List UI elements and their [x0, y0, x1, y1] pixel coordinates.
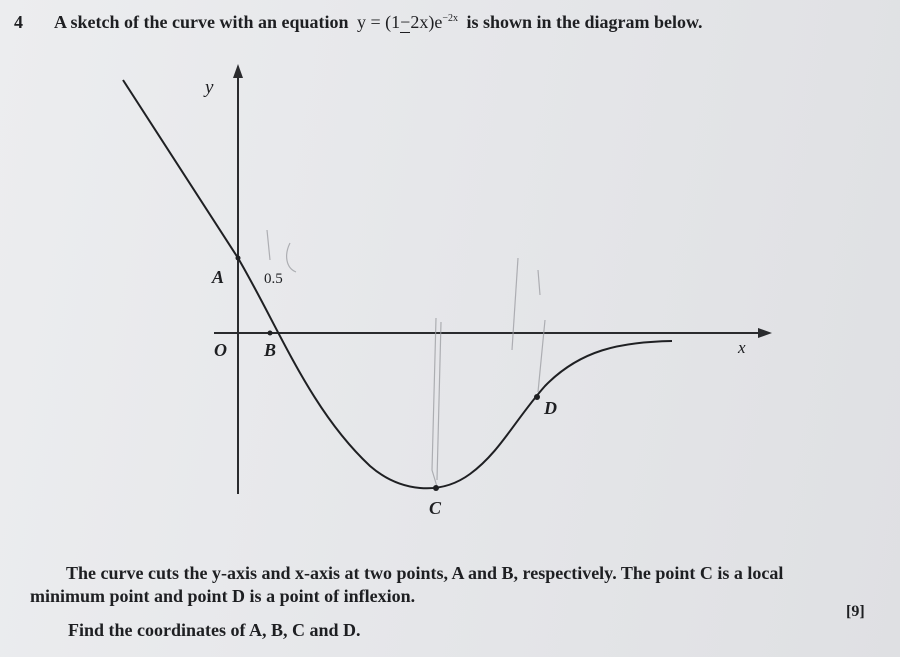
pencil-curl [287, 243, 296, 272]
equation-minus: − [400, 12, 411, 32]
x-axis-label: x [738, 338, 746, 357]
point-d-marker [534, 394, 540, 400]
label-b: B [264, 340, 277, 360]
pencil-tick-1 [538, 270, 540, 295]
equation-rest: 2x)e [410, 12, 443, 32]
pencil-marks [267, 230, 545, 490]
intro-after: is shown in the diagram below. [466, 12, 703, 32]
question-line-2: minimum point and point D is a point of inflexion. [30, 586, 416, 606]
label-a: A [212, 267, 225, 287]
intro-before: A sketch of the curve with an equation [54, 12, 349, 32]
x-axis-arrow-icon [758, 328, 772, 338]
question-number: 4 [14, 12, 23, 32]
point-c-marker [433, 485, 439, 491]
pencil-line-d2 [538, 320, 545, 392]
y-axis-label: y [205, 77, 214, 98]
curve [123, 80, 672, 488]
question-line-1: The curve cuts the y-axis and x-axis at two points, A and B, respectively. The point C is a local [66, 563, 784, 583]
pencil-note: 0.5 [264, 271, 283, 287]
point-a-marker [236, 256, 241, 261]
point-b-marker [268, 331, 273, 336]
pencil-line-c2 [437, 322, 441, 480]
label-c: C [429, 498, 442, 518]
pencil-tick-2 [267, 230, 270, 260]
pencil-line-d [512, 258, 518, 350]
marks-label: [9] [846, 603, 865, 620]
question-task: Find the coordinates of A, B, C and D. [68, 620, 361, 640]
y-axis-arrow-icon [233, 64, 243, 78]
equation-exponent: −2x [442, 13, 458, 24]
label-d: D [544, 398, 557, 418]
equation-lhs: y = (1 [357, 12, 401, 32]
origin-label: O [214, 340, 227, 360]
